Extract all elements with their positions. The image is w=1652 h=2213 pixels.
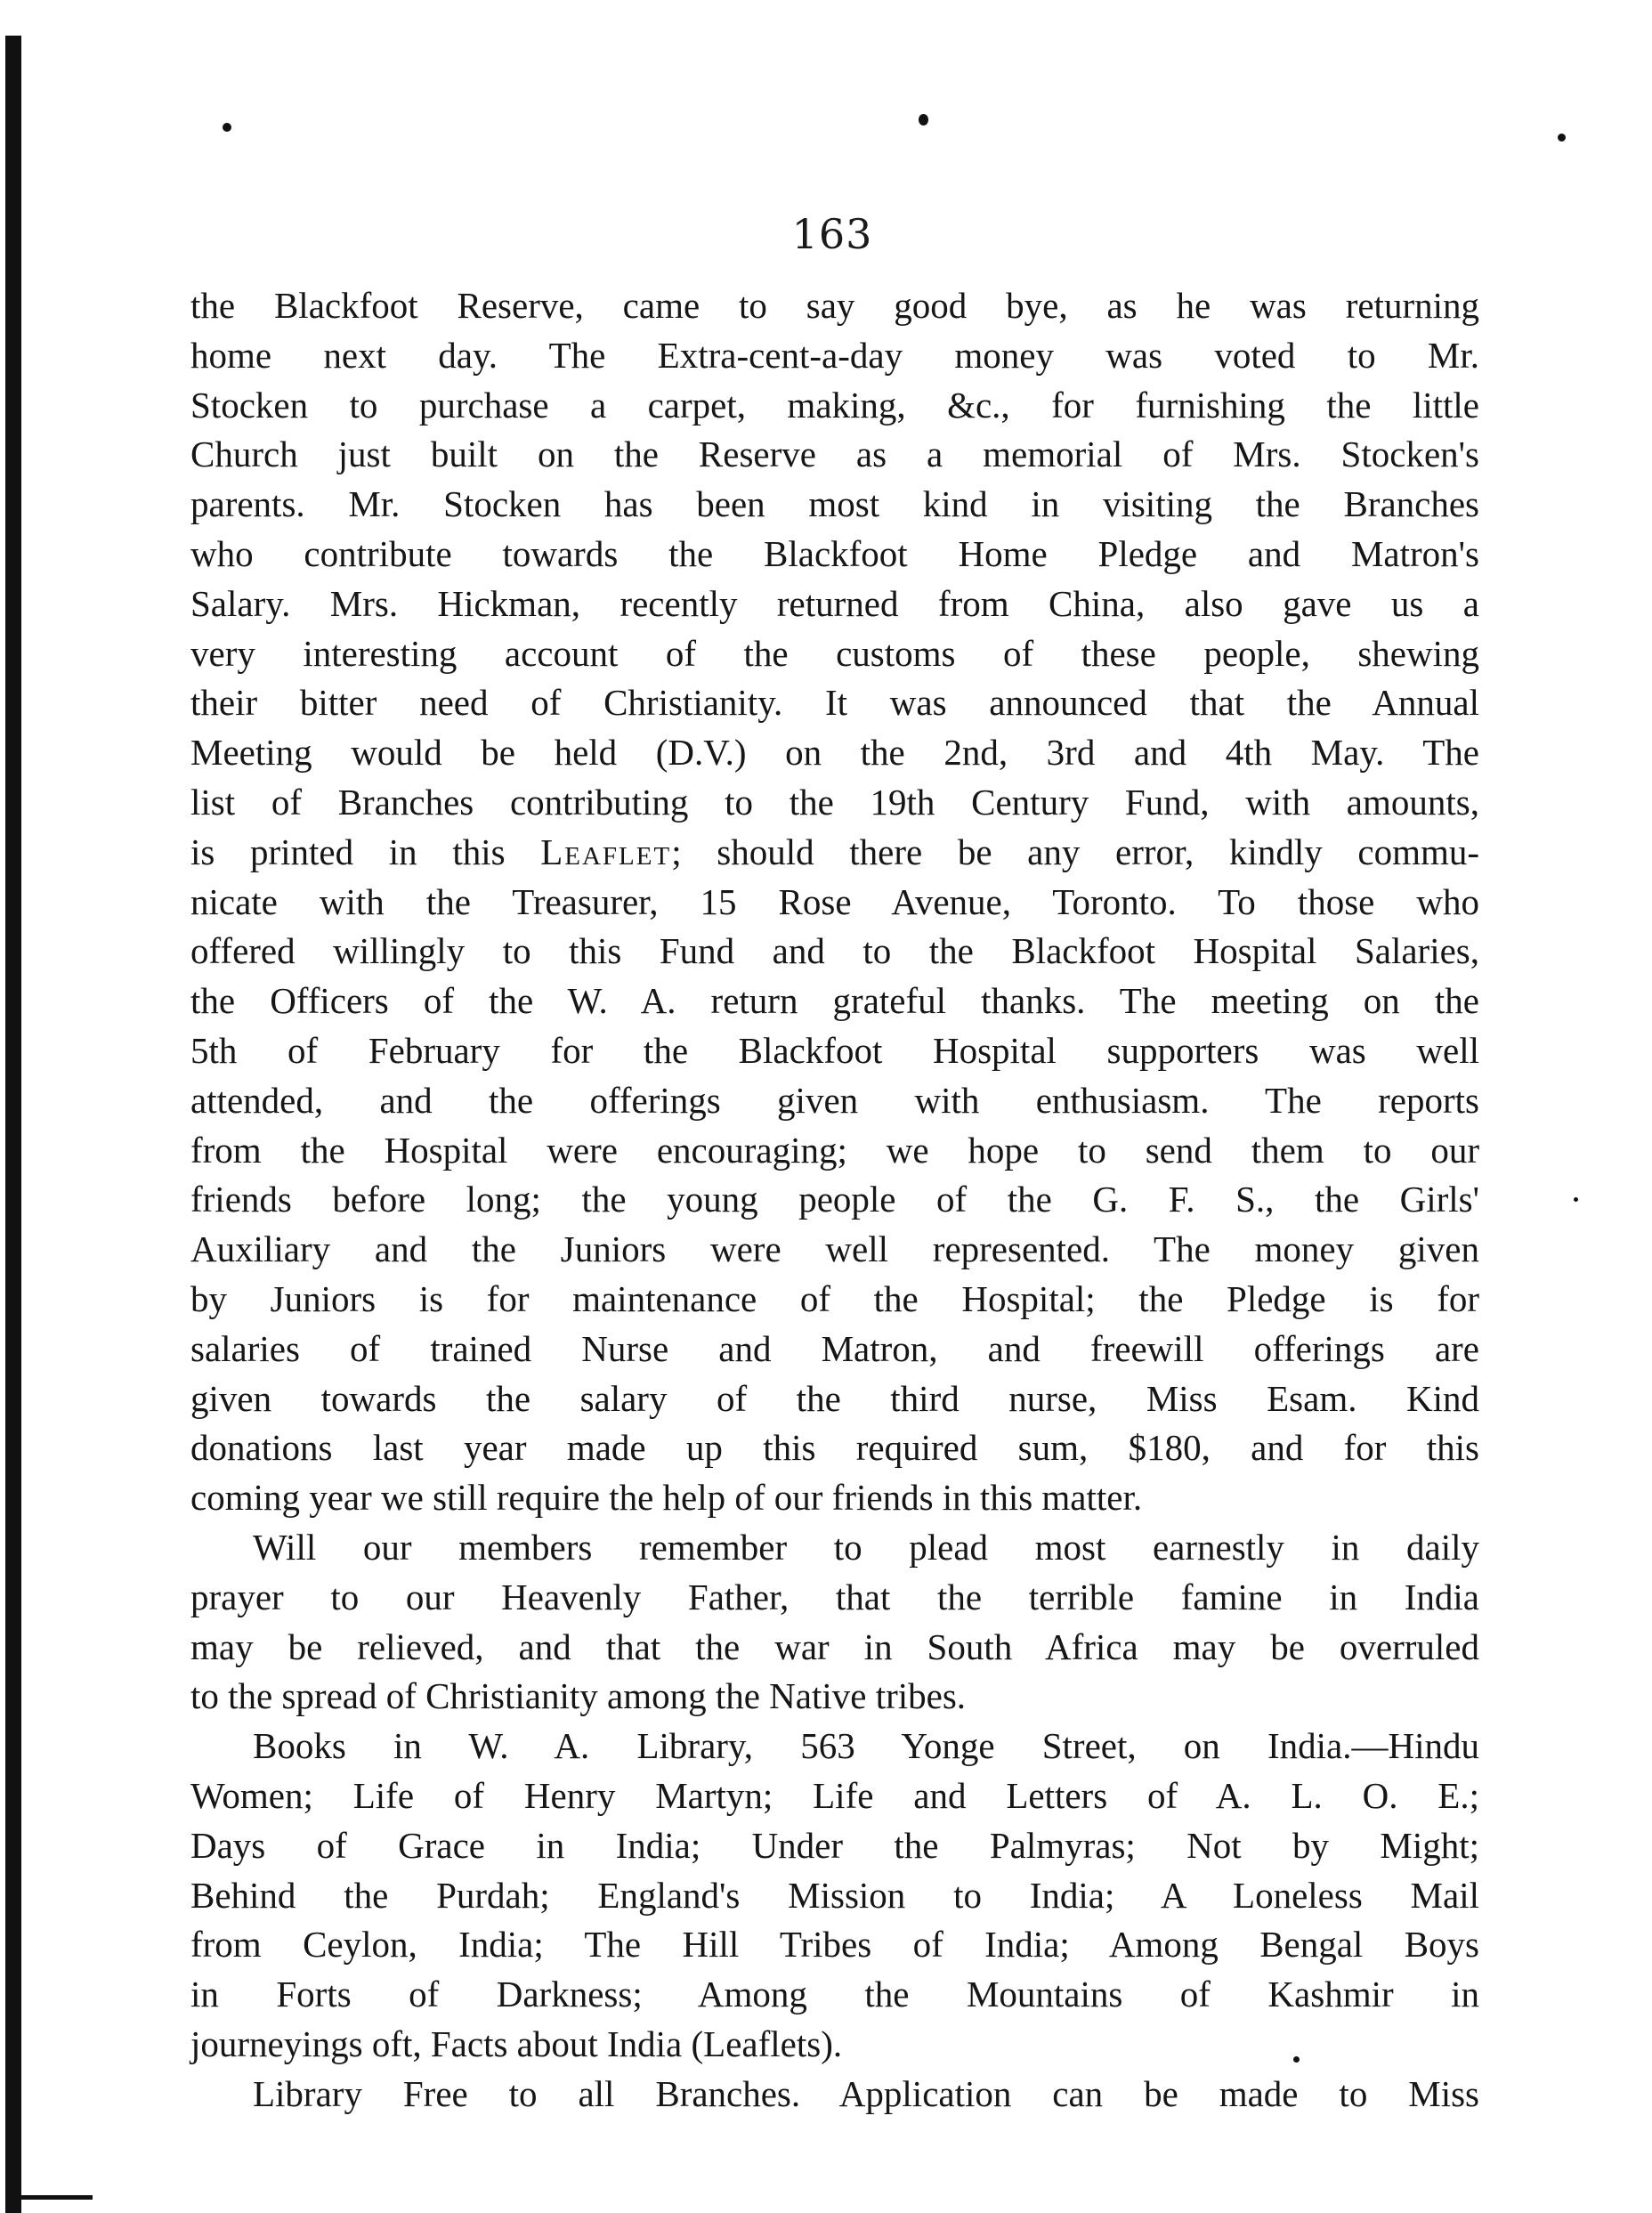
text-line: is printed in this Leaflet; should there be any error, kindly commu-: [190, 831, 1480, 872]
text-line: Church just built on the Reserve as a memorial of Mrs. Stocken's: [190, 434, 1479, 475]
text-line: Library Free to all Branches. Application can be made to Miss: [253, 2072, 1479, 2114]
text-line: Meeting would be held (D.V.) on the 2nd, 3rd and 4th May. The: [190, 732, 1479, 774]
text-line: the Officers of the W. A. return grateful thanks. The meeting on the: [190, 980, 1479, 1022]
text-line: to the spread of Christianity among the Native tribes.: [190, 1675, 967, 1717]
text-line: by Juniors is for maintenance of the Hospital; the Pledge is for: [190, 1277, 1479, 1319]
text-line: the Blackfoot Reserve, came to say good bye, as he was returning: [190, 285, 1479, 326]
text-line: given towards the salary of the third nurse, Miss Esam. Kind: [190, 1377, 1479, 1419]
text-line: coming year we still require the help of our friends in this matter.: [190, 1477, 1143, 1519]
text-line: salaries of trained Nurse and Matron, and freewill offerings are: [190, 1327, 1479, 1369]
text-line: home next day. The Extra-cent-a-day money was voted to Mr.: [190, 334, 1479, 376]
text-line: journeyings oft, Facts about India (Leaflets).: [190, 2023, 843, 2064]
text-line: their bitter need of Christianity. It was announced that the Annual: [190, 682, 1479, 724]
scan-speck: [1558, 134, 1566, 142]
text-line: Will our members remember to plead most earnestly in daily: [253, 1526, 1479, 1568]
text-line: Stocken to purchase a carpet, making, &c., for furnishing the little: [190, 384, 1479, 426]
text-line: list of Branches contributing to the 19th Century Fund, with amounts,: [190, 781, 1479, 823]
paragraph-library-free: [190, 2070, 1479, 2120]
text-line: Books in W. A. Library, 563 Yonge Street, on India.—Hindu: [253, 1725, 1479, 1767]
scan-speck: [223, 123, 231, 132]
scan-speck: [1574, 1197, 1578, 1202]
text-line: who contribute towards the Blackfoot Home Pledge and Matron's: [190, 532, 1479, 574]
text-line: may be relieved, and that the war in South Africa may be overruled: [190, 1625, 1479, 1667]
text-line: donations last year made up this required sum, $180, and for this: [190, 1427, 1479, 1469]
paragraph-prayer-request: [190, 1523, 1479, 1722]
text-line: in Forts of Darkness; Among the Mountains of Kashmir in: [190, 1974, 1479, 2015]
text-line: Salary. Mrs. Hickman, recently returned from China, also gave us a: [190, 582, 1479, 624]
text-line: attended, and the offerings given with enthusiasm. The reports: [190, 1079, 1479, 1121]
page-number: 163: [791, 210, 873, 258]
scan-speck: [919, 114, 928, 126]
text-line: from the Hospital were encouraging; we hope to send them to our: [190, 1129, 1479, 1171]
text-line: Behind the Purdah; England's Mission to India; A Loneless Mail: [190, 1874, 1479, 1916]
text-line: 5th of February for the Blackfoot Hospital supporters was well: [190, 1029, 1479, 1071]
text-line: friends before long; the young people of the G. F. S., the Girls': [190, 1179, 1479, 1220]
text-line: offered willingly to this Fund and to the Blackfoot Hospital Salaries,: [190, 930, 1479, 972]
paragraph-meeting-report: [190, 281, 1479, 1523]
binding-edge: [5, 36, 21, 2213]
text-line: prayer to our Heavenly Father, that the terrible famine in India: [190, 1576, 1479, 1617]
paragraph-library-books: [190, 1722, 1479, 2070]
text-line: from Ceylon, India; The Hill Tribes of India; Among Bengal Boys: [190, 1924, 1479, 1966]
text-line: very interesting account of the customs of these people, shewing: [190, 632, 1479, 674]
text-line: nicate with the Treasurer, 15 Rose Avenue, Toronto. To those who: [190, 880, 1479, 922]
text-line: Days of Grace in India; Under the Palmyras; Not by Might;: [190, 1824, 1479, 1866]
text-line: Women; Life of Henry Martyn; Life and Letters of A. L. O. E.;: [190, 1774, 1479, 1816]
leaflet-smallcaps: Leaflet: [540, 831, 672, 872]
binding-edge-foot: [21, 2195, 93, 2200]
text-line: parents. Mr. Stocken has been most kind in visiting the Branches: [190, 483, 1479, 525]
text-line: Auxiliary and the Juniors were well represented. The money given: [190, 1228, 1479, 1270]
body-text: [190, 281, 1479, 2119]
